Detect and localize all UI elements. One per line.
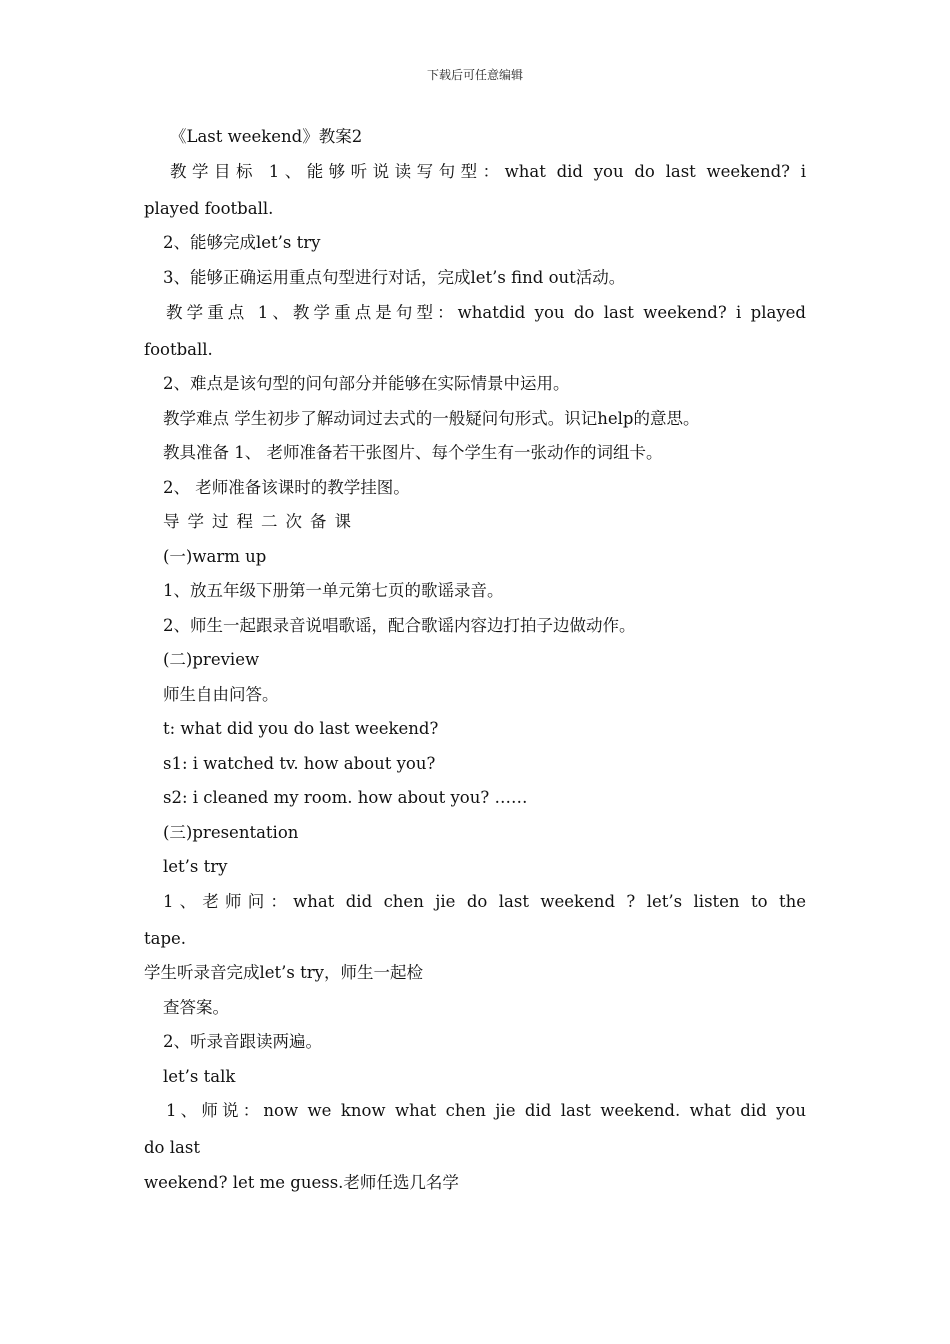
preview-intro: 师生自由问答。 — [163, 685, 279, 704]
lets-talk-step-1: 1、师说：now we know what chen jie did last weekend. what did you — [166, 1101, 806, 1120]
lets-talk-step-1-cont: do last — [144, 1138, 200, 1157]
key-point-line-1: 教学重点 1、教学重点是句型：whatdid you do last weekend? i played — [166, 303, 806, 322]
section-presentation: (三)presentation — [163, 823, 299, 842]
lets-try-check-1: 学生听录音完成let’s try，师生一起检 — [144, 963, 423, 982]
section-preview: (二)preview — [163, 650, 260, 669]
subsection-lets-try: let’s try — [163, 857, 228, 876]
lets-talk-step-1-cont-2: weekend? let me guess.老师任选几名学 — [144, 1173, 459, 1192]
goal-line-1-cont: played football. — [144, 199, 274, 218]
lets-try-check-2: 查答案。 — [163, 998, 229, 1017]
subsection-lets-talk: let’s talk — [163, 1067, 236, 1086]
page-header-note: 下载后可任意编辑 — [426, 68, 523, 82]
key-point-line-2: 2、难点是该句型的问句部分并能够在实际情景中运用。 — [163, 374, 570, 393]
section-warm-up: (一)warm up — [163, 547, 267, 566]
warm-up-step-1: 1、放五年级下册第一单元第七页的歌谣录音。 — [163, 581, 504, 600]
lets-try-step-1-cont: tape. — [144, 929, 187, 948]
lets-try-step-2: 2、听录音跟读两遍。 — [163, 1032, 322, 1051]
materials-line-1: 教具准备 1、 老师准备若干张图片、每个学生有一张动作的词组卡。 — [163, 443, 663, 462]
key-point-line-1-cont: football. — [144, 340, 213, 359]
lets-try-step-1: 1、老师问：what did chen jie do last weekend ? let’s listen to the — [163, 892, 806, 911]
dialogue-s2: s2: i cleaned my room. how about you? …… — [163, 788, 528, 807]
goal-line-2: 2、能够完成let’s try — [163, 233, 321, 252]
goal-line-1: 教学目标 1、能够听说读写句型：what did you do last weekend? i — [170, 162, 806, 181]
difficulty-line: 教学难点 学生初步了解动词过去式的一般疑问句形式。识记help的意思。 — [163, 409, 700, 428]
dialogue-t: t: what did you do last weekend? — [163, 719, 439, 738]
dialogue-s1: s1: i watched tv. how about you? — [163, 754, 436, 773]
materials-line-2: 2、 老师准备该课时的教学挂图。 — [163, 478, 410, 497]
warm-up-step-2: 2、师生一起跟录音说唱歌谣，配合歌谣内容边打拍子边做动作。 — [163, 616, 636, 635]
goal-line-3: 3、能够正确运用重点句型进行对话，完成let’s find out活动。 — [163, 268, 626, 287]
document-title: 《Last weekend》教案2 — [170, 127, 363, 146]
process-heading: 导学过程二次备课 — [163, 512, 359, 531]
